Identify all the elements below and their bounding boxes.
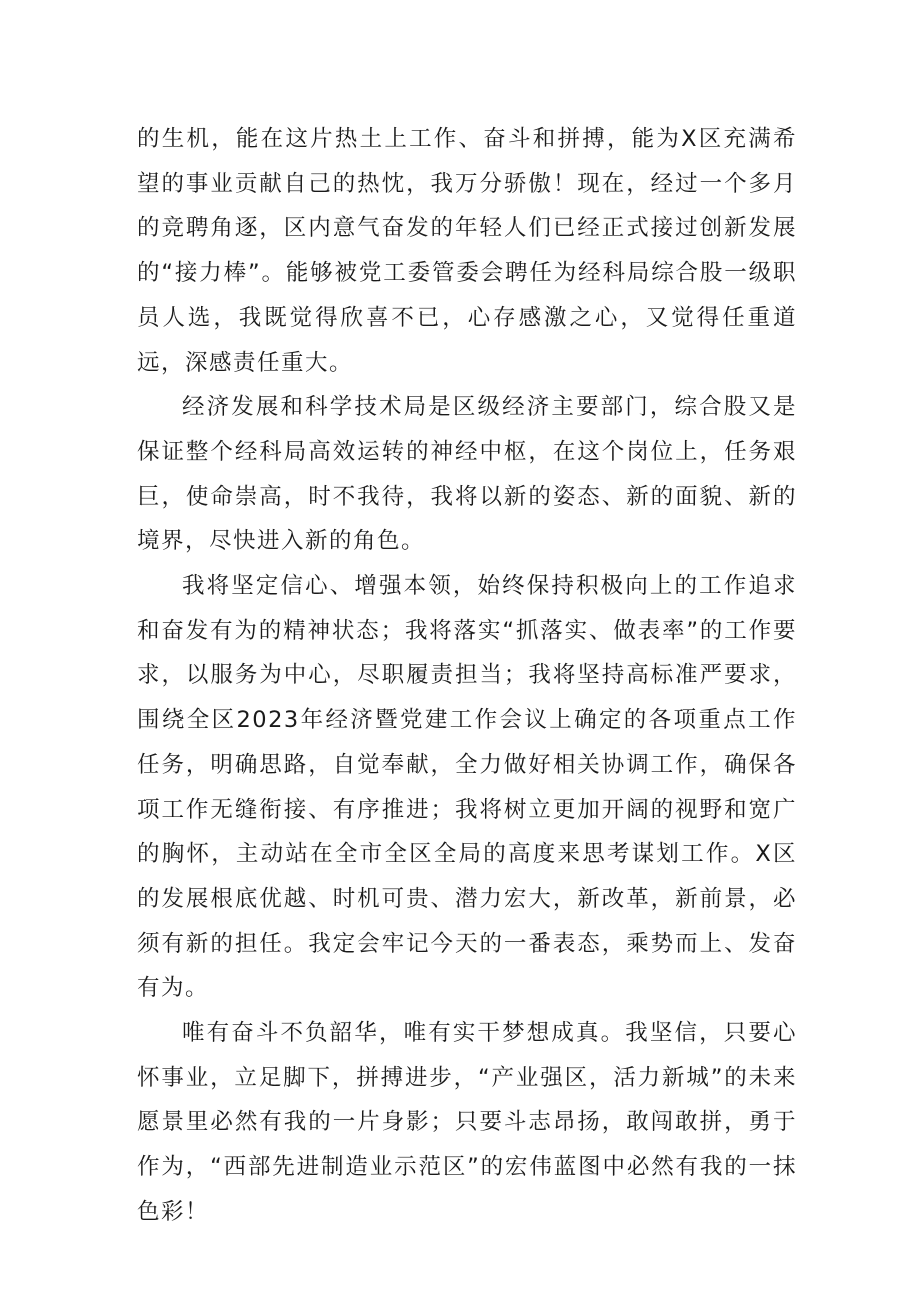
document-body — [137, 117, 797, 1235]
paragraph-1: 的生机，能在这片热土上工作、奋斗和拼搏，能为X区充满希望的事业贡献自己的热忱，我万分骄傲！现在，经过一个多月的竞聘角逐，区内意气奋发的年轻人们已经正式接过创新发展的“接力棒”。能够被党工委管委会聘任为经科局综合股一级职员人选，我既觉得欣喜不已，心存感激之心，又觉得任重道远，深感责任重大。 — [137, 126, 797, 376]
paragraph-2: 经济发展和科学技术局是区级经济主要部门，综合股又是保证整个经科局高效运转的神经中枢，在这个岗位上，任务艰巨，使命崇高，时不我待，我将以新的姿态、新的面貌、新的境界，尽快进入新的角色。 — [137, 394, 797, 555]
paragraph-4: 唯有奋斗不负韶华，唯有实干梦想成真。我坚信，只要心怀事业，立足脚下，拼搏进步，“产业强区，活力新城”的未来愿景里必然有我的一片身影；只要斗志昂扬，敢闯敢拼，勇于作为，“西部先进制造业示范区”的宏伟蓝图中必然有我的一抹色彩！ — [137, 1020, 797, 1225]
paragraph-3: 我将坚定信心、增强本领，始终保持积极向上的工作追求和奋发有为的精神状态；我将落实“抓落实、做表率”的工作要求，以服务为中心，尽职履责担当；我将坚持高标准严要求，围绕全区2023年经济暨党建工作会议上确定的各项重点工作任务，明确思路，自觉奉献，全力做好相关协调工作，确保各项工作无缝衔接、有序推进；我将树立更加开阔的视野和宽广的胸怀，主动站在全市全区全局的高度来思考谋划工作。X区的发展根底优越、时机可贵、潜力宏大，新改革，新前景，必须有新的担任。我定会牢记今天的一番表态，乘势而上、发奋有为。 — [137, 573, 797, 1002]
